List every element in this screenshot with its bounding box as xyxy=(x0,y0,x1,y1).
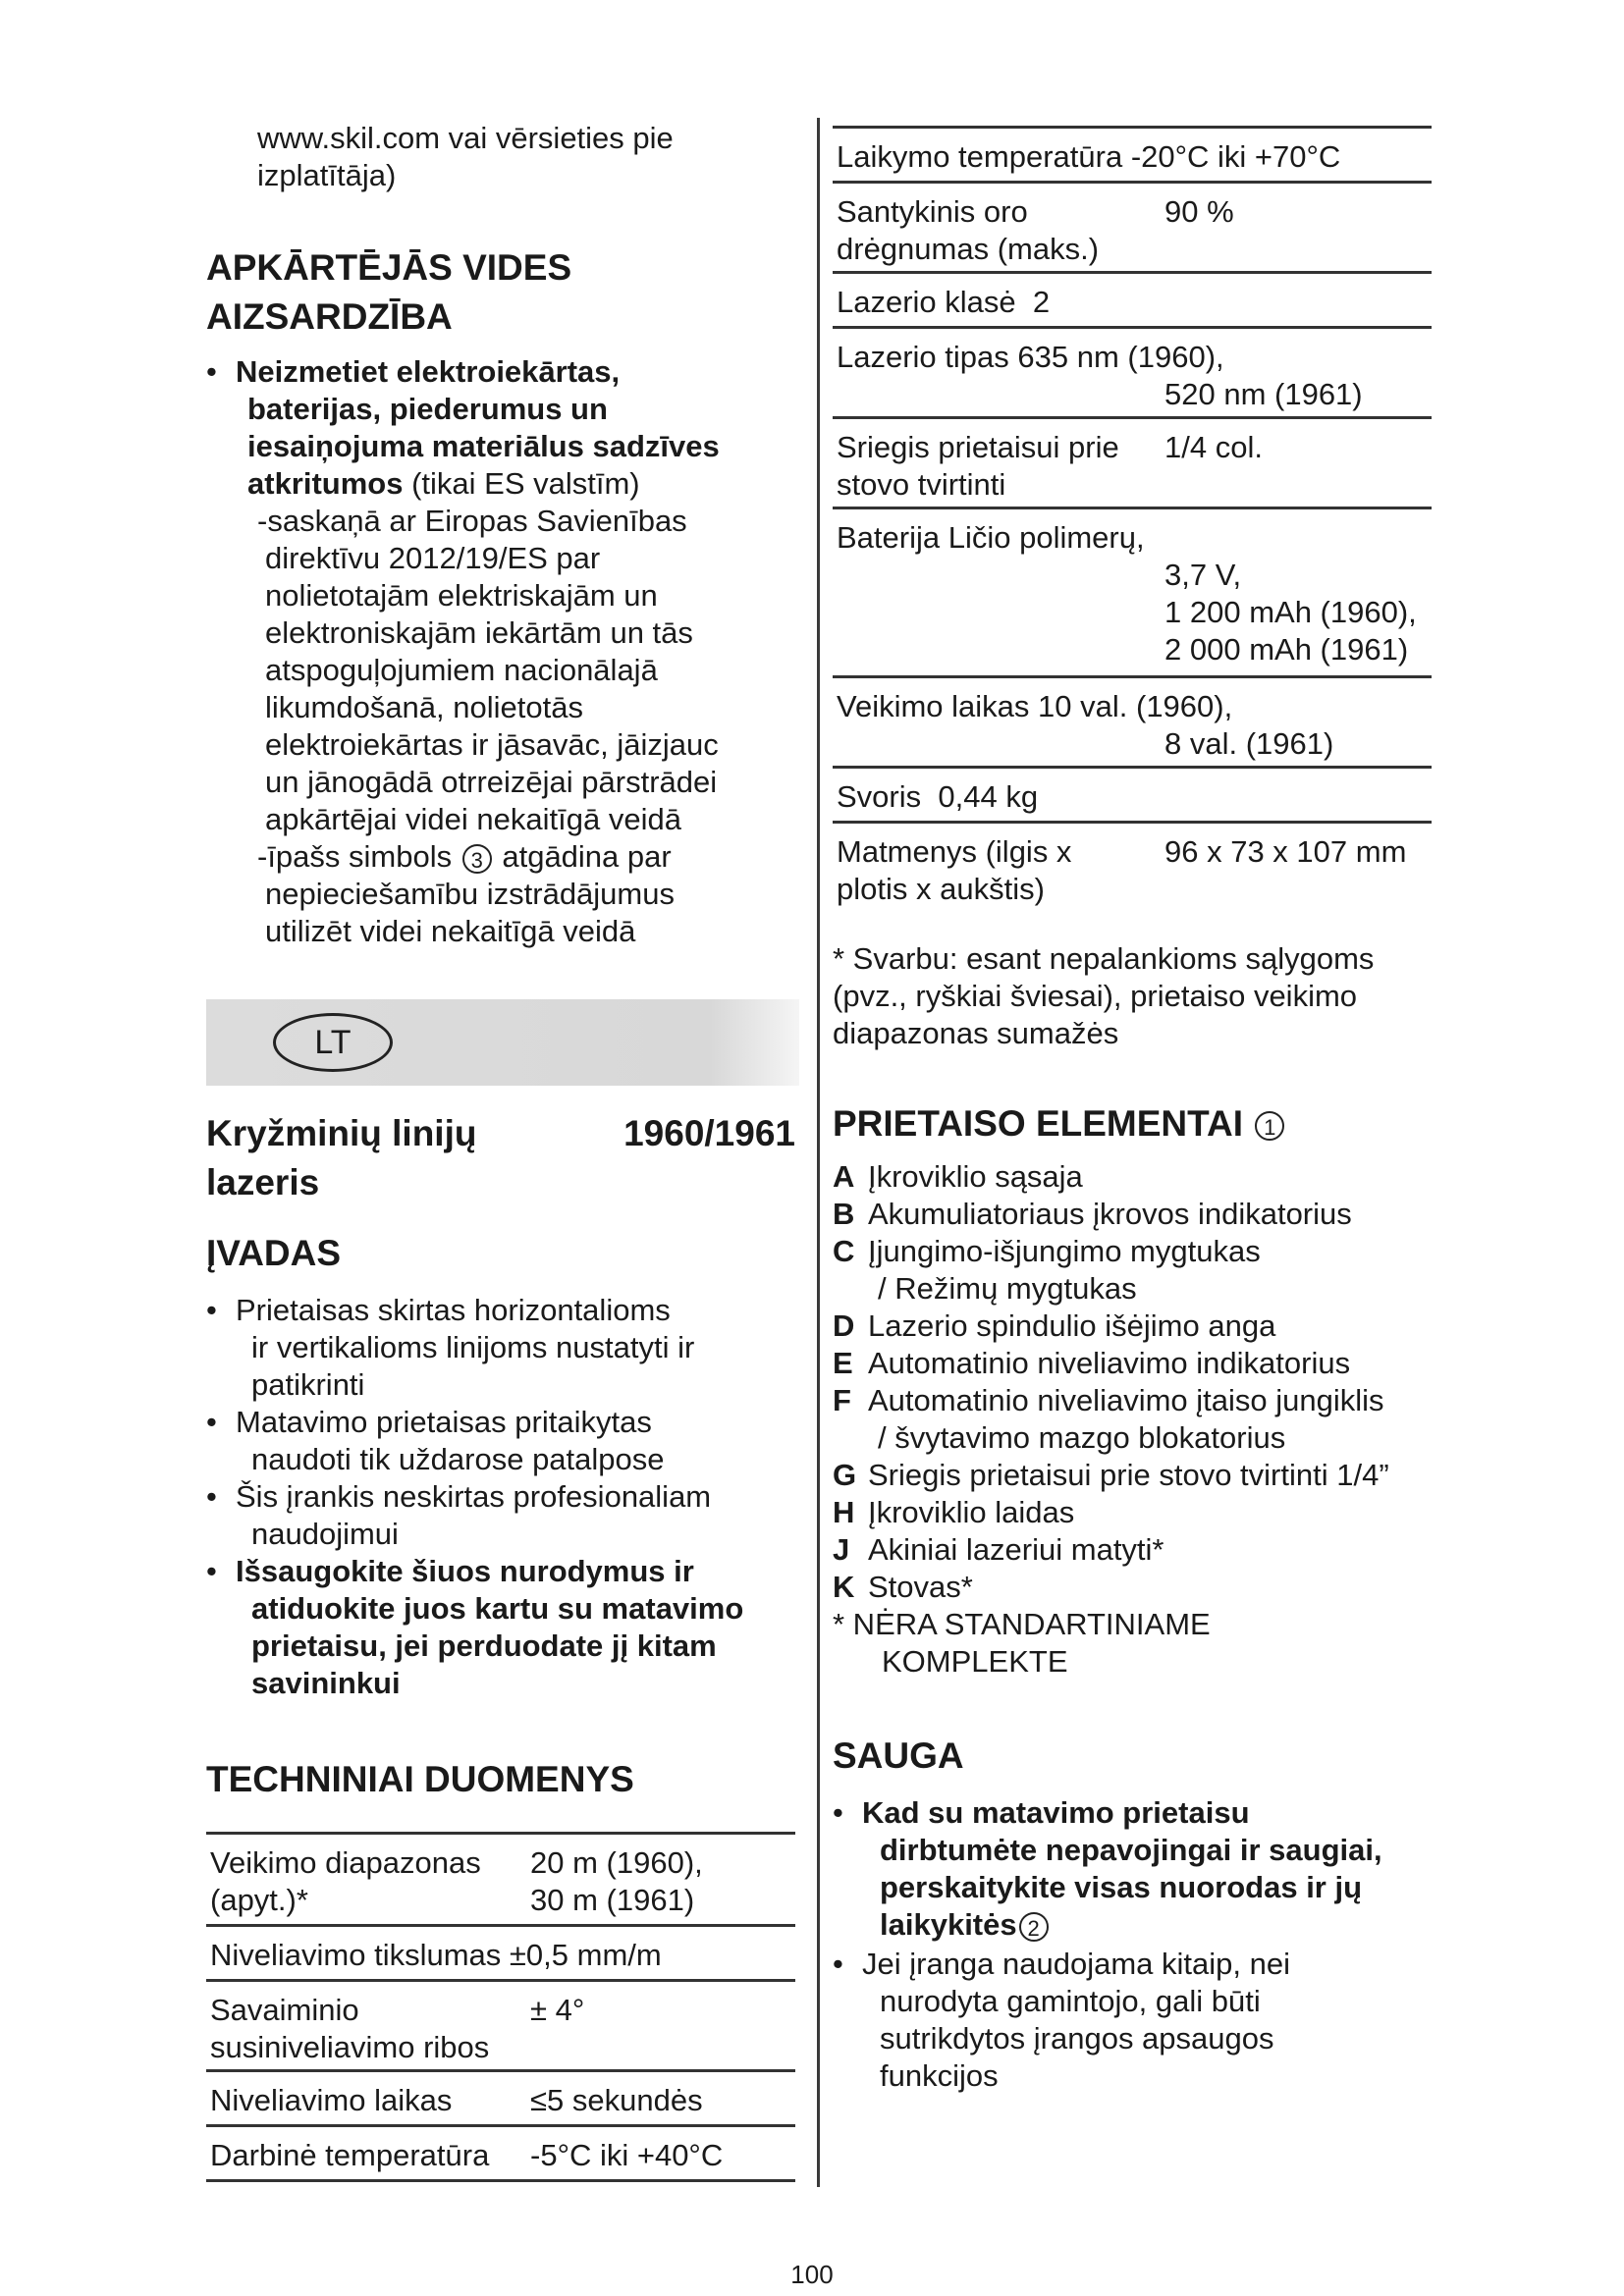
text-line: Jei įranga naudojama kitaip, nei xyxy=(862,1947,1290,1981)
item-text: Įkroviklio laidas xyxy=(868,1495,1075,1529)
elements-heading xyxy=(833,1099,1286,1148)
spec-label: drėgnumas (maks.) xyxy=(837,232,1100,266)
spec-table-left xyxy=(206,1832,795,2185)
list-item xyxy=(833,1382,1384,1457)
spec-value: 2 000 mAh (1961) xyxy=(1164,632,1409,667)
tech-heading: TECHNINIAI DUOMENYS xyxy=(206,1759,634,1799)
text-line: dirbtumėte nepavojingai ir saugiai, xyxy=(880,1833,1382,1867)
spec-label: Laikymo temperatūra xyxy=(837,139,1123,174)
spec-value: -20°C iki +70°C xyxy=(1130,139,1341,174)
spec-label: susiniveliavimo ribos xyxy=(210,2030,490,2064)
item-text: / švytavimo mazgo blokatorius xyxy=(878,1420,1286,1455)
item-text: Sriegis prietaisui prie stovo tvirtinti 1/4” xyxy=(868,1458,1389,1492)
text-bold: atkritumos xyxy=(247,466,404,501)
text-line: * NĖRA STANDARTINIAME xyxy=(833,1607,1211,1641)
spec-label: Matmenys (ilgis x xyxy=(837,834,1072,869)
spec-value: 90 % xyxy=(1164,194,1234,229)
item-text: Stovas* xyxy=(868,1570,973,1604)
spec-value: -5°C iki +40°C xyxy=(530,2138,724,2172)
text-line: funkcijos xyxy=(880,2058,999,2093)
text-line: perskaitykite visas nuorodas ir jų xyxy=(880,1870,1363,1904)
bullet-dot: • xyxy=(206,1405,217,1439)
text-line: Matavimo prietaisas pritaikytas xyxy=(236,1405,652,1439)
spec-value: 1 200 mAh (1960), xyxy=(1164,595,1417,629)
spec-label: Darbinė temperatūra xyxy=(210,2138,490,2172)
item-text: Įkroviklio sąsaja xyxy=(868,1159,1083,1194)
spec-table-right xyxy=(833,126,1432,931)
spec-value: ± 4° xyxy=(530,1993,585,2027)
spec-value: ≤5 sekundės xyxy=(530,2083,703,2117)
text-line: utilizēt videi nekaitīgā veidā xyxy=(265,914,636,948)
text-line: elektroiekārtas ir jāsavāc, jāizjauc xyxy=(265,727,719,762)
text-line: Šis įrankis neskirtas profesionaliam xyxy=(236,1479,712,1514)
bullet-dot: • xyxy=(206,1554,217,1588)
table-bottom-rule xyxy=(206,2179,795,2182)
spec-value: ±0,5 mm/m xyxy=(509,1938,662,1972)
spec-row xyxy=(206,1924,795,1978)
text-line: -saskaņā ar Eiropas Savienības xyxy=(257,504,687,538)
text-line: apkārtējai videi nekaitīgā veidā xyxy=(265,802,681,836)
text-line: direktīvu 2012/19/ES par xyxy=(265,541,601,575)
intro-continuation xyxy=(257,120,674,194)
text-line: naudojimui xyxy=(251,1517,399,1551)
spec-row xyxy=(833,675,1432,761)
spec-row xyxy=(206,2069,795,2123)
intro-heading: ĮVADAS xyxy=(206,1233,342,1273)
text-line: atspoguļojumiem nacionālajā xyxy=(265,653,658,687)
text-line: atiduokite juos kartu su matavimo xyxy=(251,1591,744,1626)
spec-label: Niveliavimo laikas xyxy=(210,2083,453,2117)
text-line: savininkui xyxy=(251,1666,401,1700)
spec-label: Niveliavimo tikslumas xyxy=(210,1938,502,1972)
spec-row xyxy=(206,1832,795,1917)
product-title xyxy=(206,1109,795,1207)
item-text: Automatinio niveliavimo indikatorius xyxy=(868,1346,1351,1380)
page-number: 100 xyxy=(790,2260,834,2289)
spec-value: Ličio polimerų, xyxy=(947,520,1145,555)
heading-text: PRIETAISO ELEMENTAI xyxy=(833,1103,1243,1144)
text-line: likumdošanā, nolietotās xyxy=(265,690,583,724)
text-normal: (tikai ES valstīm) xyxy=(403,466,640,501)
spec-value: 30 m (1961) xyxy=(530,1883,695,1917)
text-line: KOMPLEKTE xyxy=(882,1644,1068,1679)
item-key: A xyxy=(833,1159,855,1194)
column-divider xyxy=(817,118,820,2187)
spec-label: Baterija xyxy=(837,520,941,555)
text-line: baterijas, piederumus un xyxy=(247,392,608,426)
text-line: ir vertikalioms linijoms nustatyti ir xyxy=(251,1330,695,1364)
language-band xyxy=(206,999,799,1086)
bullet-dot: • xyxy=(833,1795,843,1830)
item-key: K xyxy=(833,1570,855,1604)
item-key: C xyxy=(833,1234,855,1268)
item-key: B xyxy=(833,1197,855,1231)
spec-label: Savaiminio xyxy=(210,1993,359,2027)
bullet-dot: • xyxy=(206,354,217,389)
spec-row xyxy=(833,126,1432,174)
spec-row xyxy=(206,2124,795,2178)
text-normal: -īpašs simbols xyxy=(257,839,460,874)
elements-footnote xyxy=(833,1606,1211,1681)
spec-value: 635 nm (1960), xyxy=(1017,340,1224,374)
bullet-dot: • xyxy=(206,1479,217,1514)
spec-value: 0,44 kg xyxy=(938,779,1039,814)
language-badge: LT xyxy=(273,1013,393,1072)
text-line: diapazonas sumažės xyxy=(833,1016,1119,1050)
list-item xyxy=(833,1531,1164,1569)
figure-ref-circle: 2 xyxy=(1019,1912,1049,1942)
spec-row xyxy=(833,821,1432,906)
bullet-dot: • xyxy=(833,1947,843,1981)
text-line: www.skil.com vai vērsieties pie xyxy=(257,121,674,155)
text-line: patikrinti xyxy=(251,1367,365,1402)
heading-line: AIZSARDZĪBA xyxy=(206,296,453,337)
spec-label: stovo tvirtinti xyxy=(837,467,1006,502)
item-key: H xyxy=(833,1495,855,1529)
model-number: 1960/1961 xyxy=(623,1113,795,1153)
spec-row xyxy=(833,181,1432,266)
item-key: E xyxy=(833,1346,853,1380)
text-line: sutrikdytos įrangos apsaugos xyxy=(880,2021,1274,2056)
text-line: nolietotajām elektriskajām un xyxy=(265,578,658,613)
figure-ref-circle: 3 xyxy=(462,844,492,874)
list-item xyxy=(833,1457,1389,1494)
spec-label: Santykinis oro xyxy=(837,194,1028,229)
safety-heading: SAUGA xyxy=(833,1735,964,1776)
spec-label: plotis x aukštis) xyxy=(837,872,1045,906)
spec-value: 8 val. (1961) xyxy=(1164,726,1334,761)
spec-label: Veikimo laikas xyxy=(837,689,1030,723)
item-text: / Režimų mygtukas xyxy=(878,1271,1137,1306)
spec-value: 96 x 73 x 107 mm xyxy=(1164,834,1407,869)
spec-row xyxy=(833,507,1432,667)
spec-label: Lazerio tipas xyxy=(837,340,1009,374)
item-text: Akiniai lazeriui matyti* xyxy=(868,1532,1164,1567)
item-text: Automatinio niveliavimo įtaiso jungiklis xyxy=(868,1383,1384,1417)
env-heading xyxy=(206,243,571,342)
item-key: D xyxy=(833,1308,855,1343)
list-item xyxy=(833,1158,1083,1196)
spec-value: 2 xyxy=(1032,285,1051,319)
spec-label: (apyt.)* xyxy=(210,1883,308,1917)
item-key: F xyxy=(833,1383,851,1417)
title-line: Kryžminių linijų xyxy=(206,1113,477,1153)
heading-line: APKĀRTĒJĀS VIDES xyxy=(206,247,572,288)
spec-label: Sriegis prietaisui prie xyxy=(837,430,1119,464)
list-item xyxy=(833,1196,1352,1233)
spec-value: 1/4 col. xyxy=(1164,430,1263,464)
figure-ref-circle: 1 xyxy=(1255,1111,1284,1141)
spec-label: Lazerio klasė xyxy=(837,285,1016,319)
text-line: izplatītāja) xyxy=(257,158,397,192)
text-normal: atgādina par xyxy=(493,839,672,874)
spec-row xyxy=(833,416,1432,502)
list-item xyxy=(833,1345,1350,1382)
item-text: Akumuliatoriaus įkrovos indikatorius xyxy=(868,1197,1352,1231)
text-line: Išsaugokite šiuos nurodymus ir xyxy=(236,1554,694,1588)
spec-label: Veikimo diapazonas xyxy=(210,1845,481,1880)
spec-label: Svoris xyxy=(837,779,922,814)
text-line: naudoti tik uždarose patalpose xyxy=(251,1442,665,1476)
spec-value: 520 nm (1961) xyxy=(1164,377,1363,411)
range-note xyxy=(833,940,1374,1052)
text-line: un jānogādā otrreizējai pārstrādei xyxy=(265,765,718,799)
text-line: prietaisu, jei perduodate jį kitam xyxy=(251,1629,717,1663)
text-line: (pvz., ryškiai šviesai), prietaiso veikimo xyxy=(833,979,1358,1013)
title-line: lazeris xyxy=(206,1162,320,1202)
text-line: nurodyta gamintojo, gali būti xyxy=(880,1984,1261,2018)
list-item xyxy=(833,1569,973,1606)
item-text: Lazerio spindulio išėjimo anga xyxy=(868,1308,1276,1343)
text-line: iesaiņojuma materiālus sadzīves xyxy=(247,429,720,463)
item-text: Įjungimo-išjungimo mygtukas xyxy=(868,1234,1261,1268)
text-line: laikykitės xyxy=(880,1907,1017,1942)
list-item xyxy=(833,1233,1261,1308)
text-line: * Svarbu: esant nepalankioms sąlygoms xyxy=(833,941,1375,976)
text-line: Neizmetiet elektroiekārtas, xyxy=(236,354,621,389)
item-key: G xyxy=(833,1458,857,1492)
spec-row xyxy=(833,326,1432,411)
spec-row xyxy=(833,766,1432,814)
text-line: elektroniskajām iekārtām un tās xyxy=(265,615,693,650)
list-item xyxy=(833,1494,1074,1531)
list-item xyxy=(833,1308,1275,1345)
spec-row xyxy=(206,1979,795,2064)
spec-row xyxy=(833,271,1432,319)
spec-value: 3,7 V, xyxy=(1164,558,1242,592)
item-key: J xyxy=(833,1532,850,1567)
bullet-dot: • xyxy=(206,1293,217,1327)
spec-value: 10 val. (1960), xyxy=(1038,689,1233,723)
text-line: Kad su matavimo prietaisu xyxy=(862,1795,1250,1830)
text-line: nepieciešamību izstrādājumus xyxy=(265,877,675,911)
text-line: Prietaisas skirtas horizontalioms xyxy=(236,1293,671,1327)
spec-value: 20 m (1960), xyxy=(530,1845,703,1880)
